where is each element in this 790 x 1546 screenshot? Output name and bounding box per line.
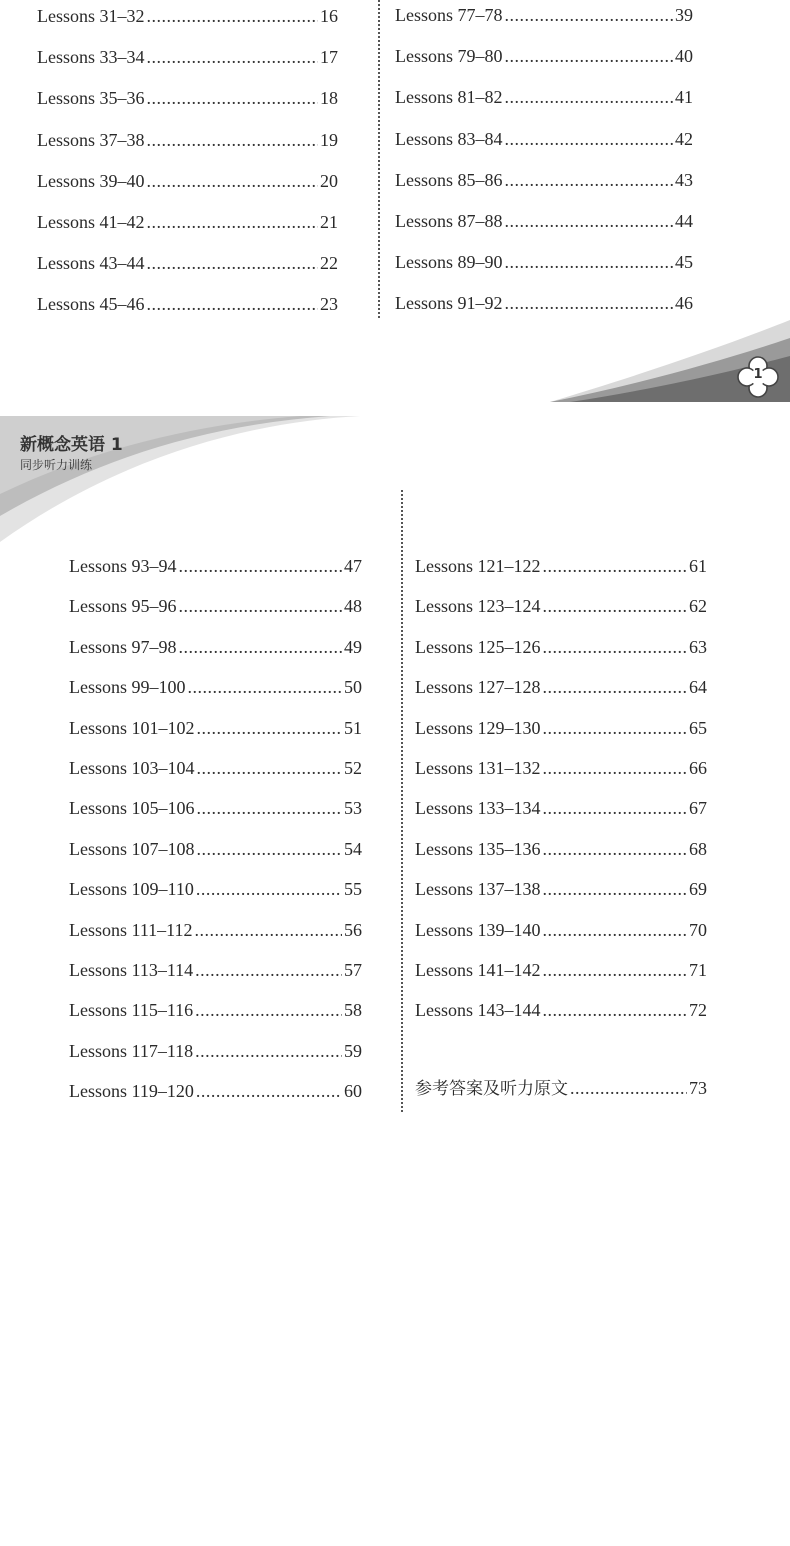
toc-entry-page: 65: [689, 717, 707, 738]
toc-entry-label: Lessons 105–106: [69, 798, 195, 819]
dot-leader: [147, 88, 319, 108]
toc-entry-page: 43: [675, 169, 693, 190]
dot-leader: [505, 211, 674, 231]
book-subtitle: 同步听力训练: [20, 458, 93, 472]
toc-entry-label: Lessons 133–134: [415, 798, 541, 819]
toc-entry[interactable]: [37, 212, 338, 253]
toc-entry[interactable]: [415, 556, 707, 596]
dot-leader: [188, 677, 343, 697]
toc-entry-page: 61: [689, 556, 707, 576]
toc-entry[interactable]: [415, 718, 707, 758]
toc-entry-label: Lessons 131–132: [415, 757, 541, 778]
toc-entry-page: 73: [689, 1078, 707, 1098]
toc-entry-page: 45: [675, 252, 693, 273]
toc-entry-label: Lessons 137–138: [415, 879, 541, 900]
page-number: 1: [753, 367, 763, 382]
dot-leader: [505, 252, 674, 272]
column-divider: [378, 0, 380, 318]
toc-page-top: [0, 0, 790, 402]
toc-entry[interactable]: [395, 46, 693, 87]
toc-entry[interactable]: [69, 677, 362, 717]
dot-leader: [505, 87, 674, 107]
toc-entry-page: 39: [675, 5, 693, 25]
toc-entry-page: 42: [675, 128, 693, 149]
toc-entry-label: Lessons 115–116: [69, 1000, 194, 1021]
toc-entry[interactable]: [37, 171, 338, 212]
dot-leader: [543, 758, 688, 778]
dot-leader: [195, 1041, 342, 1061]
toc-entry[interactable]: [69, 839, 362, 879]
toc-entry[interactable]: [69, 596, 362, 636]
toc-entry-label: Lessons 143–144: [415, 1000, 541, 1021]
toc-entry-label: Lessons 39–40: [37, 170, 145, 191]
dot-leader: [147, 47, 319, 67]
toc-entry-label: Lessons 113–114: [69, 959, 194, 980]
toc-entry-label: 参考答案及听力原文: [415, 1079, 568, 1099]
toc-entry-page: 64: [689, 677, 707, 698]
toc-entry-label: Lessons 97–98: [69, 636, 177, 657]
toc-entry[interactable]: [37, 6, 338, 47]
dot-leader: [543, 718, 688, 738]
dot-leader: [197, 798, 343, 818]
toc-entry[interactable]: [415, 839, 707, 879]
toc-entry-label: Lessons 31–32: [37, 6, 145, 26]
toc-entry-label: Lessons 45–46: [37, 294, 145, 315]
dot-leader: [543, 637, 688, 657]
toc-entry[interactable]: [415, 637, 707, 677]
dot-leader: [570, 1078, 687, 1098]
toc-entry-label: Lessons 93–94: [69, 556, 177, 576]
toc-entry[interactable]: [415, 596, 707, 636]
toc-entry-label: Lessons 79–80: [395, 46, 503, 67]
dot-leader: [195, 1000, 342, 1020]
toc-entry[interactable]: [37, 88, 338, 129]
toc-entry[interactable]: [69, 1081, 362, 1121]
toc-entry[interactable]: [69, 1000, 362, 1040]
toc-entry[interactable]: [69, 798, 362, 838]
toc-entry-page: 20: [320, 170, 338, 191]
toc-entry[interactable]: [415, 677, 707, 717]
toc-entry-page: 57: [344, 959, 362, 980]
toc-entry-label: Lessons 109–110: [69, 879, 194, 900]
toc-entry[interactable]: [69, 718, 362, 758]
toc-entry[interactable]: [69, 1041, 362, 1081]
toc-entry-label: Lessons 141–142: [415, 959, 541, 980]
toc-entry-page: 67: [689, 798, 707, 819]
toc-entry[interactable]: [395, 170, 693, 211]
toc-entry[interactable]: [69, 758, 362, 798]
dot-leader: [543, 879, 688, 899]
toc-entry[interactable]: [415, 960, 707, 1000]
toc-entry-page: 52: [344, 757, 362, 778]
toc-entry-page: 46: [675, 293, 693, 314]
toc-entry-label: Lessons 91–92: [395, 293, 503, 314]
dot-leader: [543, 920, 688, 940]
toc-entry-label: Lessons 123–124: [415, 596, 541, 617]
book-title: 新概念英语 1: [20, 435, 123, 455]
dot-leader: [196, 1081, 342, 1101]
toc-entry-page: 68: [689, 838, 707, 859]
toc-entry-label: Lessons 111–112: [69, 919, 193, 940]
toc-column-left: [69, 556, 362, 1121]
dot-leader: [543, 839, 688, 859]
toc-entry-page: 47: [344, 556, 362, 576]
toc-entry-page: 50: [344, 677, 362, 698]
toc-entry-page: 62: [689, 596, 707, 617]
dot-leader: [197, 758, 343, 778]
toc-entry[interactable]: [69, 920, 362, 960]
toc-entry-label: Lessons 43–44: [37, 253, 145, 274]
toc-entry[interactable]: [415, 879, 707, 919]
toc-entry[interactable]: [415, 758, 707, 798]
toc-entry-page: 19: [320, 129, 338, 150]
dot-leader: [543, 798, 688, 818]
dot-leader: [543, 960, 688, 980]
toc-column-left: [37, 6, 338, 336]
toc-entry-page: 41: [675, 87, 693, 108]
toc-entry[interactable]: [395, 87, 693, 128]
toc-entry-page: 40: [675, 46, 693, 67]
toc-entry-page: 71: [689, 959, 707, 980]
toc-entry[interactable]: [415, 798, 707, 838]
toc-entry[interactable]: [395, 129, 693, 170]
toc-entry-page: 59: [344, 1040, 362, 1061]
dot-leader: [147, 130, 319, 150]
dot-leader: [147, 171, 319, 191]
dot-leader: [505, 170, 674, 190]
dot-leader: [179, 556, 343, 576]
toc-entry-label: Lessons 99–100: [69, 677, 186, 698]
toc-entry-page: 66: [689, 757, 707, 778]
dot-leader: [147, 294, 319, 314]
toc-entry-page: 17: [320, 47, 338, 68]
toc-entry[interactable]: [395, 211, 693, 252]
dot-leader: [147, 6, 319, 26]
toc-entry-page: 18: [320, 88, 338, 109]
toc-entry-label: Lessons 83–84: [395, 128, 503, 149]
toc-entry-label: Lessons 139–140: [415, 919, 541, 940]
toc-entry-label: Lessons 81–82: [395, 87, 503, 108]
toc-entry[interactable]: [395, 5, 693, 46]
toc-entry-label: Lessons 95–96: [69, 596, 177, 617]
dot-leader: [197, 839, 343, 859]
toc-entry-label: Lessons 119–120: [69, 1081, 194, 1102]
toc-entry-label: Lessons 41–42: [37, 211, 145, 232]
toc-entry-appendix[interactable]: [415, 1078, 707, 1099]
toc-entry[interactable]: [37, 294, 338, 335]
dot-leader: [195, 920, 343, 940]
toc-entry-label: Lessons 85–86: [395, 169, 503, 190]
toc-entry-label: Lessons 127–128: [415, 677, 541, 698]
toc-entry-label: Lessons 37–38: [37, 129, 145, 150]
dot-leader: [505, 293, 674, 313]
toc-entry-label: Lessons 89–90: [395, 252, 503, 273]
dot-leader: [543, 677, 688, 697]
dot-leader: [179, 596, 343, 616]
toc-entry-page: 58: [344, 1000, 362, 1021]
toc-entry-page: 60: [344, 1081, 362, 1102]
dot-leader: [196, 879, 342, 899]
toc-entry[interactable]: [415, 1000, 707, 1040]
toc-entry-page: 56: [344, 919, 362, 940]
dot-leader: [197, 718, 343, 738]
toc-entry-page: 69: [689, 879, 707, 900]
dot-leader: [505, 129, 674, 149]
toc-entry-page: 51: [344, 717, 362, 738]
dot-leader: [147, 212, 319, 232]
toc-entry-page: 55: [344, 879, 362, 900]
toc-entry[interactable]: [69, 879, 362, 919]
toc-entry-page: 72: [689, 1000, 707, 1021]
dot-leader: [543, 556, 688, 576]
toc-entry[interactable]: [37, 253, 338, 294]
toc-entry[interactable]: [69, 960, 362, 1000]
toc-entry[interactable]: [395, 252, 693, 293]
dot-leader: [543, 596, 688, 616]
toc-entry-label: Lessons 103–104: [69, 757, 195, 778]
toc-entry-label: Lessons 87–88: [395, 210, 503, 231]
toc-entry-page: 53: [344, 798, 362, 819]
toc-entry-label: Lessons 77–78: [395, 5, 503, 25]
toc-entry[interactable]: [37, 130, 338, 171]
toc-entry-page: 49: [344, 636, 362, 657]
toc-column-right: [395, 5, 693, 335]
toc-entry-label: Lessons 125–126: [415, 636, 541, 657]
toc-entry-label: Lessons 35–36: [37, 88, 145, 109]
toc-entry[interactable]: [415, 920, 707, 960]
toc-entry-page: 16: [320, 6, 338, 26]
toc-entry-page: 54: [344, 838, 362, 859]
toc-entry-label: Lessons 121–122: [415, 556, 541, 576]
toc-entry-label: Lessons 117–118: [69, 1040, 194, 1061]
dot-leader: [179, 637, 343, 657]
toc-entry[interactable]: [37, 47, 338, 88]
dot-leader: [147, 253, 319, 273]
toc-entry[interactable]: [69, 637, 362, 677]
toc-entry-label: Lessons 107–108: [69, 838, 195, 859]
toc-entry-page: 44: [675, 210, 693, 231]
toc-page-bottom: [0, 402, 790, 1546]
toc-entry-label: Lessons 129–130: [415, 717, 541, 738]
toc-entry-page: 23: [320, 294, 338, 315]
toc-entry-page: 21: [320, 211, 338, 232]
toc-entry-page: 70: [689, 919, 707, 940]
toc-entry-label: Lessons 135–136: [415, 838, 541, 859]
dot-leader: [505, 46, 674, 66]
dot-leader: [505, 5, 674, 25]
toc-entry-page: 48: [344, 596, 362, 617]
toc-entry-label: Lessons 101–102: [69, 717, 195, 738]
toc-entry-page: 63: [689, 636, 707, 657]
dot-leader: [543, 1000, 688, 1020]
dot-leader: [195, 960, 342, 980]
column-divider: [401, 490, 403, 1112]
toc-entry-page: 22: [320, 253, 338, 274]
toc-entry-label: Lessons 33–34: [37, 47, 145, 68]
toc-column-right: [415, 556, 707, 1041]
toc-entry[interactable]: [69, 556, 362, 596]
